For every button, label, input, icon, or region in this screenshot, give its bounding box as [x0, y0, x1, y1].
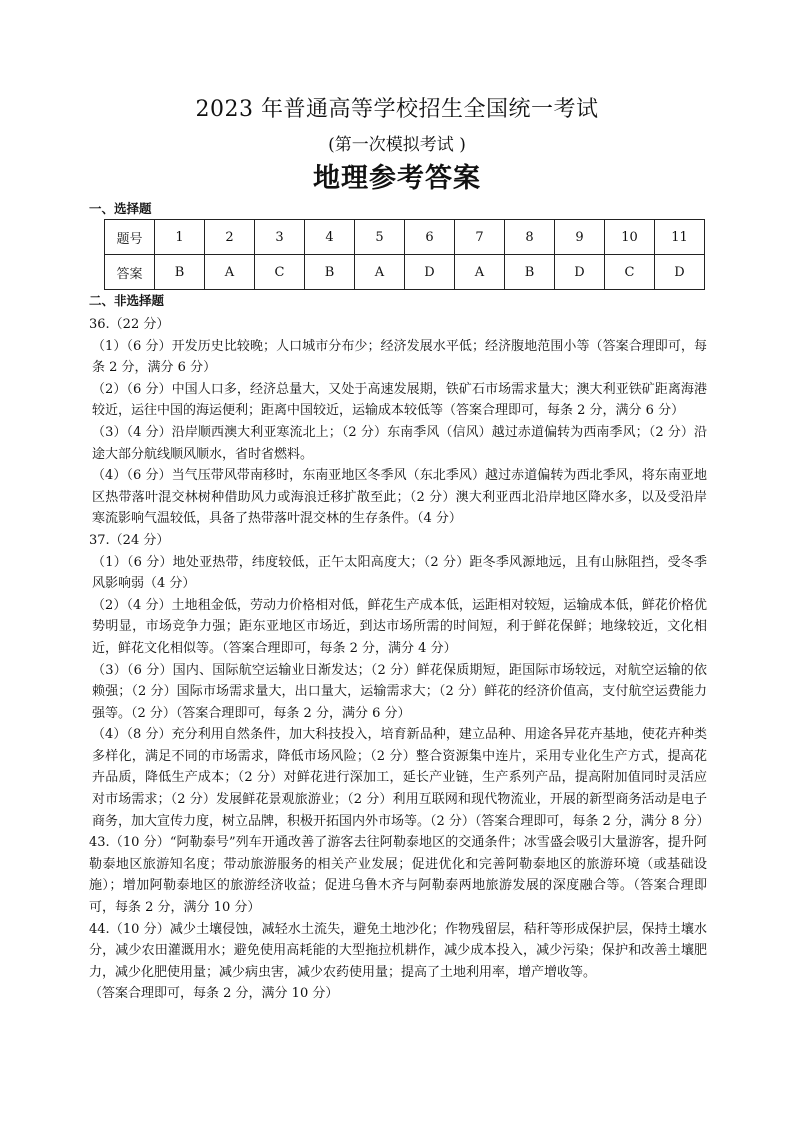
- q36-part3: （3）（4 分）沿岸顺西澳大利亚寒流北上；（2 分）东南季风（信风）越过赤道偏转为西南季风；（2 分）沿途大部分航线顺风顺水，省时省燃料。: [92, 424, 707, 462]
- table-cell: 1: [155, 220, 205, 255]
- exam-subtitle: (第一次模拟考试 ): [328, 135, 466, 155]
- q37-part4: （4）（8 分）充分利用自然条件，加大科技投入，培育新品种，建立品种、用途各异花卉基地，使花卉种类多样化，满足不同的市场需求，降低市场风险；（2 分）整合资源集中连片，采用专业化生产方式，提高花卉品质，降低生产成本；（2 分）对鲜花进行深加工，延长产业链，生产系列产品，提高附加值同时灵活应对市场需求；（2 分）发展鲜花景观旅游业；（2 分）利用互联网和现代物流业，开展的新型商务活动是电子商务，加大宣传力度，树立品牌，积极开拓国内外市场等。（2 分）（答案合理即可，每条 2 分，满分 8 分）: [92, 727, 710, 829]
- q43-answer: 43.（10 分）“阿勒泰号”列车开通改善了游客去往阿勒泰地区的交通条件；冰雪盛会吸引大量游客，提升阿勒泰地区旅游知名度；带动旅游服务的相关产业发展；促进优化和完善阿勒泰地区的旅游环境（或基础设施）；增加阿勒泰地区的旅游经济收益；促进乌鲁木齐与阿勒泰两地旅游发展的深度融合等。（答案合理即可，每条 2 分，满分 10 分）: [89, 835, 707, 916]
- section-choice-label: 一、选择题: [89, 201, 152, 216]
- table-cell: 7: [455, 220, 505, 255]
- table-cell: 9: [555, 220, 605, 255]
- q37-part2: （2）（4 分）土地租金低，劳动力价格相对低，鲜花生产成本低，运距相对较短，运输成本低，鲜花价格优势明显，市场竞争力强；距东亚地区市场近，到达市场所需的时间短，利于鲜花保鲜；地缘较近，文化相近，鲜花文化相似等。（答案合理即可，每条 2 分，满分 4 分）: [92, 597, 707, 656]
- q44-note: （答案合理即可，每条 2 分，满分 10 分）: [89, 986, 339, 1002]
- q37-part1: （1）（6 分）地处亚热带，纬度较低，正午太阳高度大；（2 分）距冬季风源地远，且有山脉阻挡，受冬季风影响弱（4 分）: [92, 554, 707, 592]
- table-cell: C: [255, 255, 305, 290]
- table-row-label: 答案: [105, 255, 155, 290]
- section-nonchoice-label: 二、非选择题: [89, 293, 165, 308]
- table-cell: B: [155, 255, 205, 290]
- table-cell: C: [605, 255, 655, 290]
- q36-part2: （2）（6 分）中国人口多，经济总量大，又处于高速发展期，铁矿石市场需求量大；澳大利亚铁矿距离海港较近，运往中国的海运便利；距离中国较近，运输成本较低等（答案合理即可，每条 2 分，满分 6 分）: [92, 381, 707, 419]
- table-cell: B: [505, 255, 555, 290]
- q36-heading: 36.（22 分）: [89, 317, 170, 332]
- q37-part3: （3）（6 分）国内、国际航空运输业日渐发达；（2 分）鲜花保质期短，距国际市场较远，对航空运输的依赖强；（2 分）国际市场需求量大，出口量大，运输需求大；（2 分）鲜花的经济价值高，支付航空运费能力强等。（2 分）（答案合理即可，每条 2 分，满分 6 分）: [92, 662, 707, 721]
- table-cell: 10: [605, 220, 655, 255]
- table-row-label: 题号: [105, 220, 155, 255]
- table-row-numbers: [105, 220, 705, 255]
- answer-table: [104, 219, 705, 290]
- answer-body: [89, 314, 710, 1005]
- table-cell: A: [455, 255, 505, 290]
- exam-title: 2023 年普通高等学校招生全国统一考试: [195, 97, 599, 122]
- table-cell: D: [655, 255, 705, 290]
- q37-heading: 37.（24 分）: [89, 532, 170, 548]
- table-cell: B: [305, 255, 355, 290]
- page-heading: 地理参考答案: [313, 163, 481, 194]
- table-cell: D: [555, 255, 605, 290]
- table-cell: D: [405, 255, 455, 290]
- table-cell: 4: [305, 220, 355, 255]
- q36-part4: （4）（6 分）当气压带风带南移时，东南亚地区冬季风（东北季风）越过赤道偏转为西北季风，将东南亚地区热带落叶混交林树种借助风力或海浪迁移扩散至此；（2 分）澳大利亚西北沿岸地区降水多，以及受沿岸寒流影响气温较低，具备了热带落叶混交林的生存条件。（4 分）: [92, 468, 707, 527]
- q44-answer: 44.（10 分）减少土壤侵蚀，减轻水土流失，避免土地沙化；作物残留层，秸秆等形成保护层，保持土壤水分，减少农田灌溉用水；避免使用高耗能的大型拖拉机耕作，减少成本投入，减少污染；保护和改善土壤肥力，减少化肥使用量；减少病虫害，减少农药使用量；提高了土地利用率，增产增收等。: [89, 921, 707, 980]
- table-cell: A: [355, 255, 405, 290]
- table-row-answers: [105, 255, 705, 290]
- table-cell: A: [205, 255, 255, 290]
- table-cell: 5: [355, 220, 405, 255]
- table-cell: 11: [655, 220, 705, 255]
- table-cell: 2: [205, 220, 255, 255]
- table-cell: 3: [255, 220, 305, 255]
- table-cell: 8: [505, 220, 555, 255]
- table-cell: 6: [405, 220, 455, 255]
- q36-part1: （1）（6 分）开发历史比较晚；人口城市分布少；经济发展水平低；经济腹地范围小等（答案合理即可，每条 2 分，满分 6 分）: [92, 338, 707, 376]
